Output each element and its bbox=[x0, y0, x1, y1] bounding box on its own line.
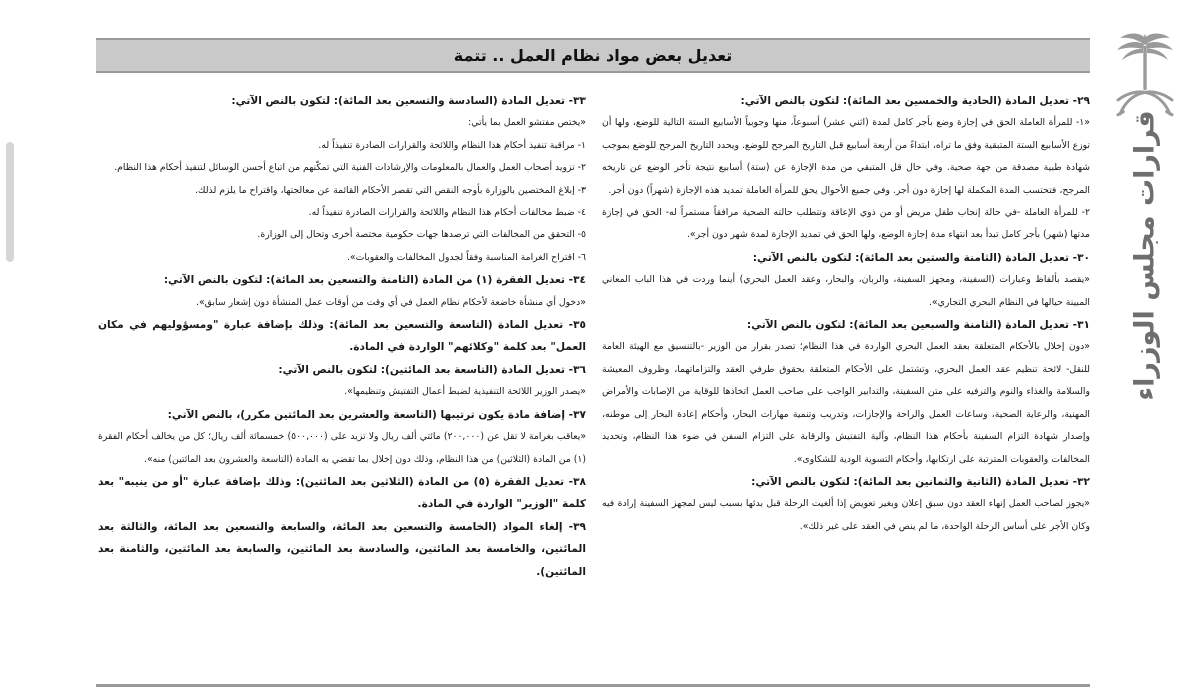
article-text: «يقصد بألفاظ وعبارات (السفينة، ومجهز السفينة، والربان، والبحار، وعقد العمل البحري) أينما وردت في هذا الباب المعاني المبينة حيالها في النظام البحري التجاري». bbox=[602, 274, 1090, 308]
article-text: ٦- اقتراح الغرامة المناسبة وفقاً لجدول المخالفات والعقوبات». bbox=[346, 251, 586, 263]
article-heading: ٣٨- تعديل الفقرة (٥) من المادة (الثلاثين بعد المائتين): وذلك بإضافة عبارة "أو من ينيبه" بعد كلمة "الوزير" الواردة في المادة. bbox=[98, 475, 587, 511]
article-text: «يصدر الوزير اللائحة التنفيذية لضبط أعمال التفتيش وتنظيمها». bbox=[344, 386, 586, 398]
article-text: ٤- ضبط مخالفات أحكام هذا النظام واللائحة والقرارات الصادرة تنفيذاً له. bbox=[308, 207, 586, 219]
article-text: ٥- التحقق من المخالفات التي ترصدها جهات حكومية مختصة أخرى وتحال إلى الوزارة. bbox=[257, 229, 586, 241]
article-heading: ٣٢- تعديل المادة (الثانية والثمانين بعد المائة): لتكون بالنص الآتي: bbox=[751, 475, 1090, 488]
article-text: «يجوز لصاحب العمل إنهاء العقد دون سبق إعلان وبغير تعويض إذا ألغيت الرحلة قبل بدئها بسبب ليس لمجهز السفينة إرادة فيه وكان الأجر على أساس الرحلة الواحدة، ما لم ينص في العقد على غير ذلك». bbox=[602, 498, 1090, 532]
article-text: ٢- تزويد أصحاب العمل والعمال بالمعلومات والإرشادات الفنية التي تمكّنهم من اتباع أحسن الوسائل لتنفيذ أحكام هذا النظام. bbox=[114, 162, 586, 174]
article-heading: ٢٩- تعديل المادة (الحادية والخمسين بعد المائة): لتكون بالنص الآتي: bbox=[740, 95, 1090, 107]
article-text: «دون إخلال بالأحكام المتعلقة بعقد العمل البحري الواردة في هذا النظام؛ تصدر بقرار من الوزير -بالتنسيق مع الهيئة العامة للنقل- لائحة تنظيم عقد العمل البحري، وتشتمل على الأحكام المتعلقة بحقوق طرفي العقد والتزاماتهما، وظروف المعيشة والسلامة والغذاء والنوم والترفيه على متن السفينة، والتدابير الواجب على صاحب العمل اتخاذها للوقاية من الإصابات والأمراض المهنية، والرعاية الصحية، وساعات العمل والراحة والإجازات، وتدريب وتنمية مهارات البحار، وأحكام إعادة البحار إلى موطنه، وإصدار شهادة التزام السفينة بأحكام هذا النظام، وآلية التفتيش والرقابة على التزام السفن في ضوء هذا النظام، وتحديد المخالفات والعقوبات المترتبة على ارتكابها، وأحكام التسوية الودية للشكاوى». bbox=[602, 341, 1090, 465]
article-text: ٣- إبلاغ المختصين بالوزارة بأوجه النقص التي تقصر الأحكام القائمة عن معالجتها، واقتراح ما يلزم لذلك. bbox=[194, 184, 586, 196]
scrollbar-thumb[interactable] bbox=[6, 142, 14, 262]
article-text: ٢- للمرأة العاملة -في حالة إنجاب طفل مريض أو من ذوي الإعاقة وتتطلب حالته الصحية مرافقاً مستمراً له- الحق في إجازة مدتها (شهر) بأجر كامل تبدأ بعد انتهاء مدة إجازة الوضع، ولها الحق في تمديد الإجازة لمدة شهر دون أجر». bbox=[602, 207, 1090, 241]
article-heading: ٣١- تعديل المادة (الثامنة والسبعين بعد المائة): لتكون بالنص الآتي: bbox=[746, 319, 1090, 332]
sidebar bbox=[1102, 0, 1190, 689]
article-text: «دخول أي منشأة خاضعة لأحكام نظام العمل في أي وقت من أوقات عمل المنشأة دون إشعار سابق». bbox=[196, 296, 586, 308]
article-text: «١- للمرأة العاملة الحق في إجازة وضع بأجر كامل لمدة (اثني عشر) أسبوعاً، منها وجوبياً الأسابيع الستة التالية للوضع، ولها أن توزع الأسابيع الستة المتبقية وفق ما تراه، ابتداءً من أربعة أسابيع قبل التاريخ المرجح للوضع. ويحدد التاريخ المرجح للوضع بموجب شهادة طبية مصدقة من جهة صحية. وفي حال قل المتبقي من مدة الإجازة عن (ستة) أسابيع نتيجة تأخر الوضع عن تاريخه المرجح، فتحتسب المدة المكملة لها إجازة دون أجر. وفي جميع الأحوال يحق للمرأة العاملة تمديد هذه الإجازة (شهراً) دون أجر. bbox=[602, 117, 1090, 196]
article-heading: ٣٧- إضافة مادة يكون ترتيبها (التاسعة والعشرين بعد المائتين مكرر)، بالنص الآتي: bbox=[167, 408, 586, 421]
sidebar-title: قرارات مجلس الوزراء bbox=[1129, 109, 1161, 401]
article-heading: ٣٥- تعديل المادة (التاسعة والتسعين بعد المائة): وذلك بإضافة عبارة "ومسؤوليهم في مكان العمل" بعد كلمة "وكلائهم" الواردة في المادة. bbox=[98, 319, 586, 354]
right-column bbox=[602, 90, 1090, 538]
article-heading: ٣٦- تعديل المادة (التاسعة بعد المائتين): لتكون بالنص الآتي: bbox=[278, 363, 586, 376]
article-heading: ٣٩- إلغاء المواد (الخامسة والتسعين بعد المائة، والسابعة والتسعين بعد المائة، والثالثة بعد المائتين، والخامسة بعد المائتين، والسادسة بعد المائتين، والسابعة بعد المائتين، والثامنة بعد المائتين). bbox=[98, 520, 586, 578]
page-title: تعديل بعض مواد نظام العمل .. تتمة bbox=[453, 46, 733, 65]
article-heading: ٣٤- تعديل الفقرة (١) من المادة (الثامنة والتسعين بعد المائة): لتكون بالنص الآتي: bbox=[163, 274, 586, 287]
article-text: ١- مراقبة تنفيذ أحكام هذا النظام واللائحة والقرارات الصادرة تنفيذاً له. bbox=[318, 139, 586, 151]
article-heading: ٣٠- تعديل المادة (الثامنة والستين بعد المائة): لتكون بالنص الآتي: bbox=[752, 251, 1090, 264]
page-header bbox=[96, 38, 1090, 73]
bottom-divider bbox=[96, 684, 1090, 687]
article-heading: ٣٣- تعديل المادة (السادسة والتسعين بعد المائة): لتكون بالنص الآتي: bbox=[231, 95, 586, 107]
article-text: «يختص مفتشو العمل بما يأتي: bbox=[468, 117, 586, 129]
left-column bbox=[98, 90, 586, 583]
article-text: «يعاقب بغرامة لا تقل عن (٢٠٠,٠٠٠) مائتي ألف ريال ولا تزيد على (٥٠٠,٠٠٠) خمسمائة ألف ريال؛ كل من يخالف أحكام الفقرة (١) من المادة (الثلاثين) من هذا النظام، وذلك دون إخلال بما تقضي به المادة (التاسعة والعشرون بعد المائتين) منه». bbox=[98, 431, 587, 465]
